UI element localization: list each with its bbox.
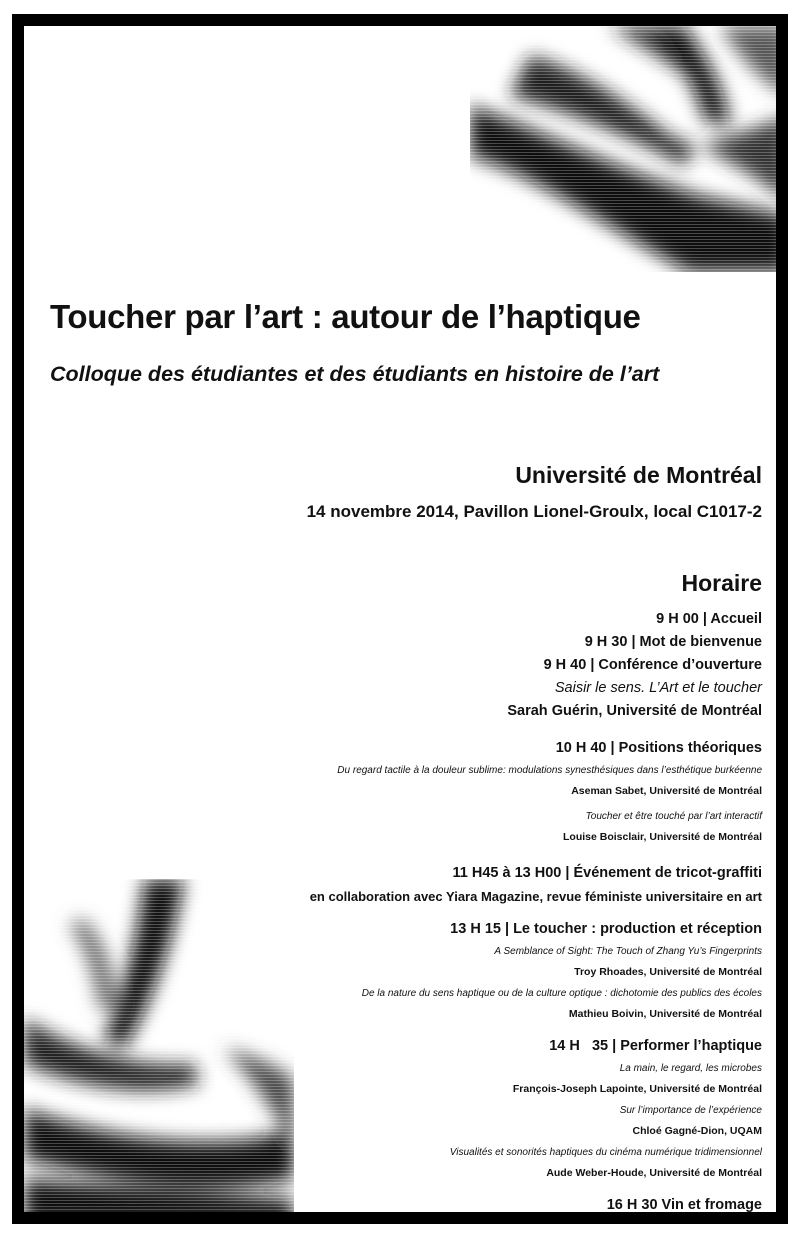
talk-speaker: Aude Weber-Houde, Université de Montréal xyxy=(546,1167,762,1179)
session-2-heading: 13 H 15 | Le toucher : production et réception xyxy=(450,921,762,937)
event-detail: en collaboration avec Yiara Magazine, revue féministe universitaire en art xyxy=(309,889,762,904)
talk-title: A Semblance of Sight: The Touch of Zhang Yu’s Fingerprints xyxy=(494,946,762,957)
session-3-heading: 14 H 35 | Performer l’haptique xyxy=(549,1038,762,1054)
schedule xyxy=(22,608,762,1217)
closing-item: 16 H 30 Vin et fromage xyxy=(606,1197,762,1213)
date-location: 14 novembre 2014, Pavillon Lionel-Groulx, local C1017-2 xyxy=(306,502,762,521)
event-heading: 11 H45 à 13 H00 | Événement de tricot-graffiti xyxy=(452,865,762,881)
schedule-item-keynote: 9 H 40 | Conférence d’ouverture xyxy=(543,657,762,673)
keynote-title: Saisir le sens. L’Art et le toucher xyxy=(554,680,762,696)
schedule-item-welcome: 9 H 00 | Accueil xyxy=(656,611,762,627)
poster-title: Toucher par l’art : autour de l’haptique xyxy=(50,298,641,335)
talk-speaker: Louise Boisclair, Université de Montréal xyxy=(563,831,762,843)
hand-photo-top xyxy=(470,26,788,272)
talk-speaker: François-Joseph Lapointe, Université de Montréal xyxy=(512,1083,762,1095)
poster xyxy=(12,14,788,1224)
session-1-heading: 10 H 40 | Positions théoriques xyxy=(555,740,762,756)
talk-title: De la nature du sens haptique ou de la culture optique : dichotomie des publics des écoles xyxy=(361,988,762,999)
poster-subtitle: Colloque des étudiantes et des étudiants en histoire de l’art xyxy=(50,362,660,386)
schedule-heading: Horaire xyxy=(681,570,762,596)
talk-title: Toucher et être touché par l’art interactif xyxy=(585,811,762,822)
schedule-item-opening-words: 9 H 30 | Mot de bienvenue xyxy=(584,634,762,650)
talk-title: Visualités et sonorités haptiques du cinéma numérique tridimensionnel xyxy=(449,1147,762,1158)
talk-speaker: Aseman Sabet, Université de Montréal xyxy=(571,785,762,797)
talk-speaker: Chloé Gagné-Dion, UQAM xyxy=(632,1125,762,1137)
talk-title: Sur l’importance de l’expérience xyxy=(619,1105,762,1116)
talk-title: La main, le regard, les microbes xyxy=(619,1063,762,1074)
university-name: Université de Montréal xyxy=(515,462,762,488)
talk-title: Du regard tactile à la douleur sublime: modulations synesthésiques dans l’esthétique burkéenne xyxy=(337,765,762,776)
talk-speaker: Troy Rhoades, Université de Montréal xyxy=(574,966,762,978)
talk-speaker: Mathieu Boivin, Université de Montréal xyxy=(568,1008,762,1020)
keynote-speaker: Sarah Guérin, Université de Montréal xyxy=(507,703,762,719)
